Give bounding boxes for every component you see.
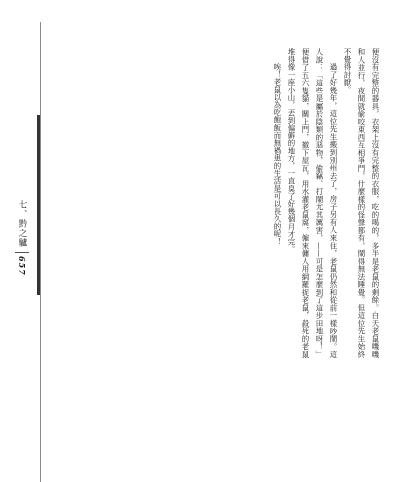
chapter-title: 七、黔之驢 (17, 200, 27, 248)
gutter-bar (37, 115, 40, 295)
running-head-rule (15, 252, 29, 253)
paragraph: 唉！老鼠以為吃飽飯而無禍患的生活是可以長久的呢！ (273, 62, 282, 246)
page-number: 657 (17, 255, 27, 276)
body-text (212, 48, 382, 358)
paragraph: 過了好幾年，這位先生搬到別州去了，房子另有人來住，老鼠仍然和從前一樣吵鬧。這人說：「這些是屬於陰類的惡物，偷竊、打鬧尤其厲害，——可是怎麼到了這步田地呀！」便借了五六隻貓，關上門，撤下屋瓦，用水灌老鼠窩，僱來傭人用網羅捉老鼠，殺死的老鼠堆得像一座小山，丟到偏僻的地方，一直臭了好幾個月才完。 (287, 48, 338, 358)
running-head (12, 200, 32, 275)
paragraph: 便沒有完整的器具，衣架上沒有完整的衣服，吃的喝的，多半是老鼠的剩餘。白天老鼠嘰嘰和人並行，夜間就偷咬東西互相爭鬥，什麼樣的怪聲都有，鬧得無法睡覺。但這位先生始終不覺得討厭。 (343, 48, 380, 358)
page-edge-line (40, 22, 41, 482)
